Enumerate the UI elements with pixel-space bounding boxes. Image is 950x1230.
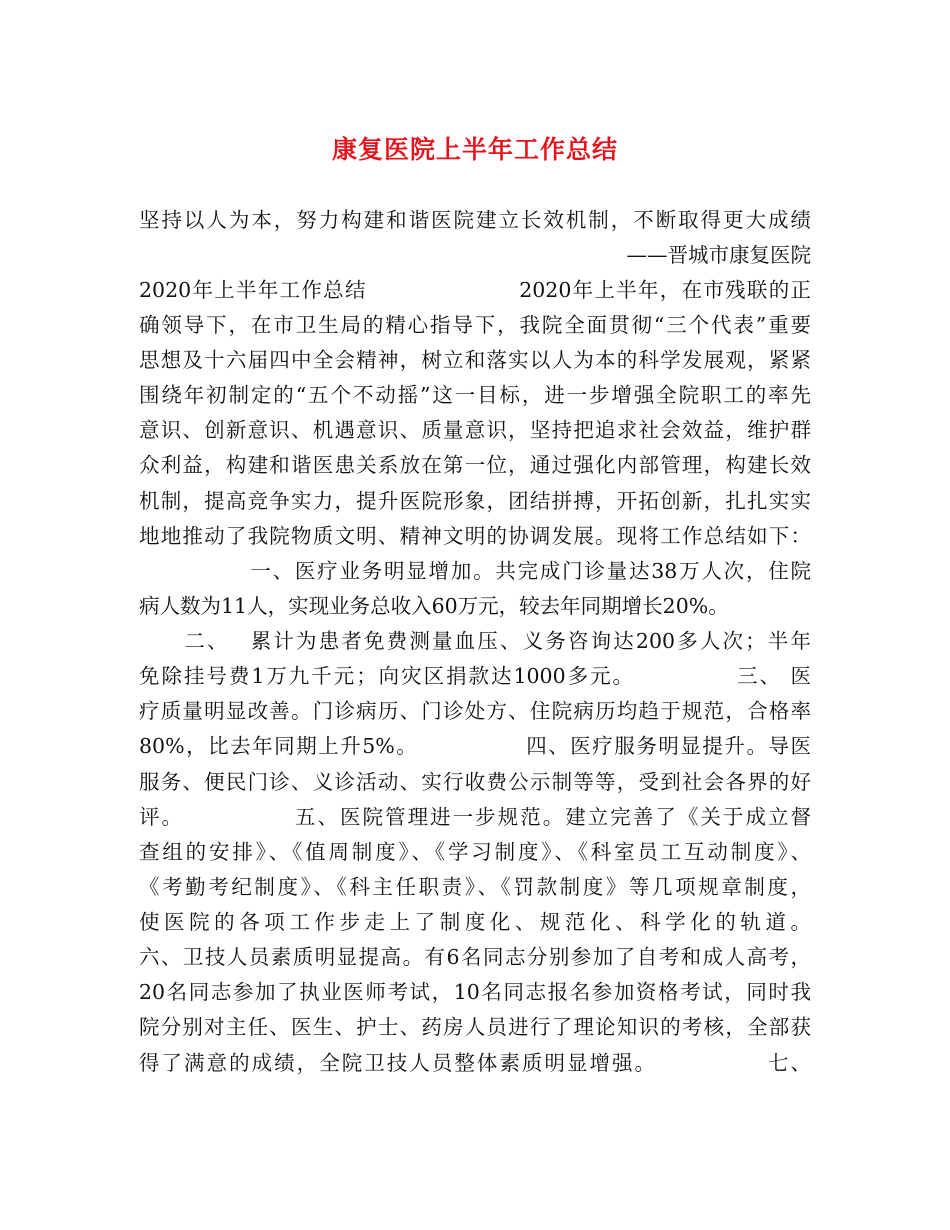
document-title: 康复医院上半年工作总结 bbox=[331, 135, 618, 164]
text-line-22: 六、卫技人员素质明显提高。有6名同志分别参加了自考和成人高考， bbox=[139, 945, 811, 969]
text-line-4: 确领导下，在市卫生局的精心指导下，我院全面贯彻“三个代表”重要 bbox=[139, 313, 811, 337]
text-line-6: 围绕年初制定的“五个不动摇”这一目标，进一步增强全院职工的率先 bbox=[139, 383, 811, 407]
text-line-18: 评。 五、医院管理进一步规范。建立完善了《关于成立督 bbox=[139, 805, 811, 829]
text-line-25: 得了满意的成绩，全院卫技人员整体素质明显增强。 七、 bbox=[139, 1051, 811, 1075]
text-line-21: 使医院的各项工作步走上了制度化、规范化、科学化的轨道。 bbox=[139, 910, 811, 934]
text-line-11: 一、医疗业务明显增加。共完成门诊量达38万人次，住院 bbox=[139, 559, 811, 583]
text-line-8: 众利益，构建和谐医患关系放在第一位，通过强化内部管理，构建长效 bbox=[139, 453, 811, 477]
text-line-12: 病人数为11人，实现业务总收入60万元，较去年同期增长20%。 bbox=[139, 594, 729, 618]
text-line-15: 疗质量明显改善。门诊病历、门诊处方、住院病历均趋于规范，合格率 bbox=[139, 699, 811, 723]
text-line-5: 思想及十六届四中全会精神，树立和落实以人为本的科学发展观，紧紧 bbox=[139, 348, 811, 372]
text-line-3: 2020年上半年工作总结 2020年上半年，在市残联的正 bbox=[139, 278, 811, 302]
text-line-20: 《考勤考纪制度》、《科主任职责》、《罚款制度》等几项规章制度， bbox=[139, 875, 811, 899]
text-line-19: 查组的安排》、《值周制度》、《学习制度》、《科室员工互动制度》、 bbox=[139, 840, 811, 864]
text-line-13: 二、 累计为患者免费测量血压、义务咨询达200多人次；半年 bbox=[139, 629, 811, 653]
text-line-16: 80%，比去年同期上升5%。 四、医疗服务明显提升。导医 bbox=[139, 734, 811, 758]
text-line-7: 意识、创新意识、机遇意识、质量意识，坚持把追求社会效益，维护群 bbox=[139, 418, 811, 442]
text-line-9: 机制，提高竞争实力，提升医院形象，团结拼搏，开拓创新，扎扎实实 bbox=[139, 489, 811, 513]
text-line-14: 免除挂号费1万九千元；向灾区捐款达1000多元。 三、 医 bbox=[139, 664, 811, 688]
text-line-10: 地地推动了我院物质文明、精神文明的协调发展。现将工作总结如下： bbox=[139, 524, 811, 548]
text-line-2: ——晋城市康复医院 bbox=[626, 243, 811, 267]
text-line-1: 坚持以人为本，努力构建和谐医院建立长效机制，不断取得更大成绩 bbox=[139, 208, 811, 232]
text-line-24: 院分别对主任、医生、护士、药房人员进行了理论知识的考核，全部获 bbox=[139, 1015, 811, 1039]
text-line-17: 服务、便民门诊、义诊活动、实行收费公示制等等，受到社会各界的好 bbox=[139, 770, 811, 794]
text-line-23: 20名同志参加了执业医师考试，10名同志报名参加资格考试，同时我 bbox=[139, 980, 811, 1004]
